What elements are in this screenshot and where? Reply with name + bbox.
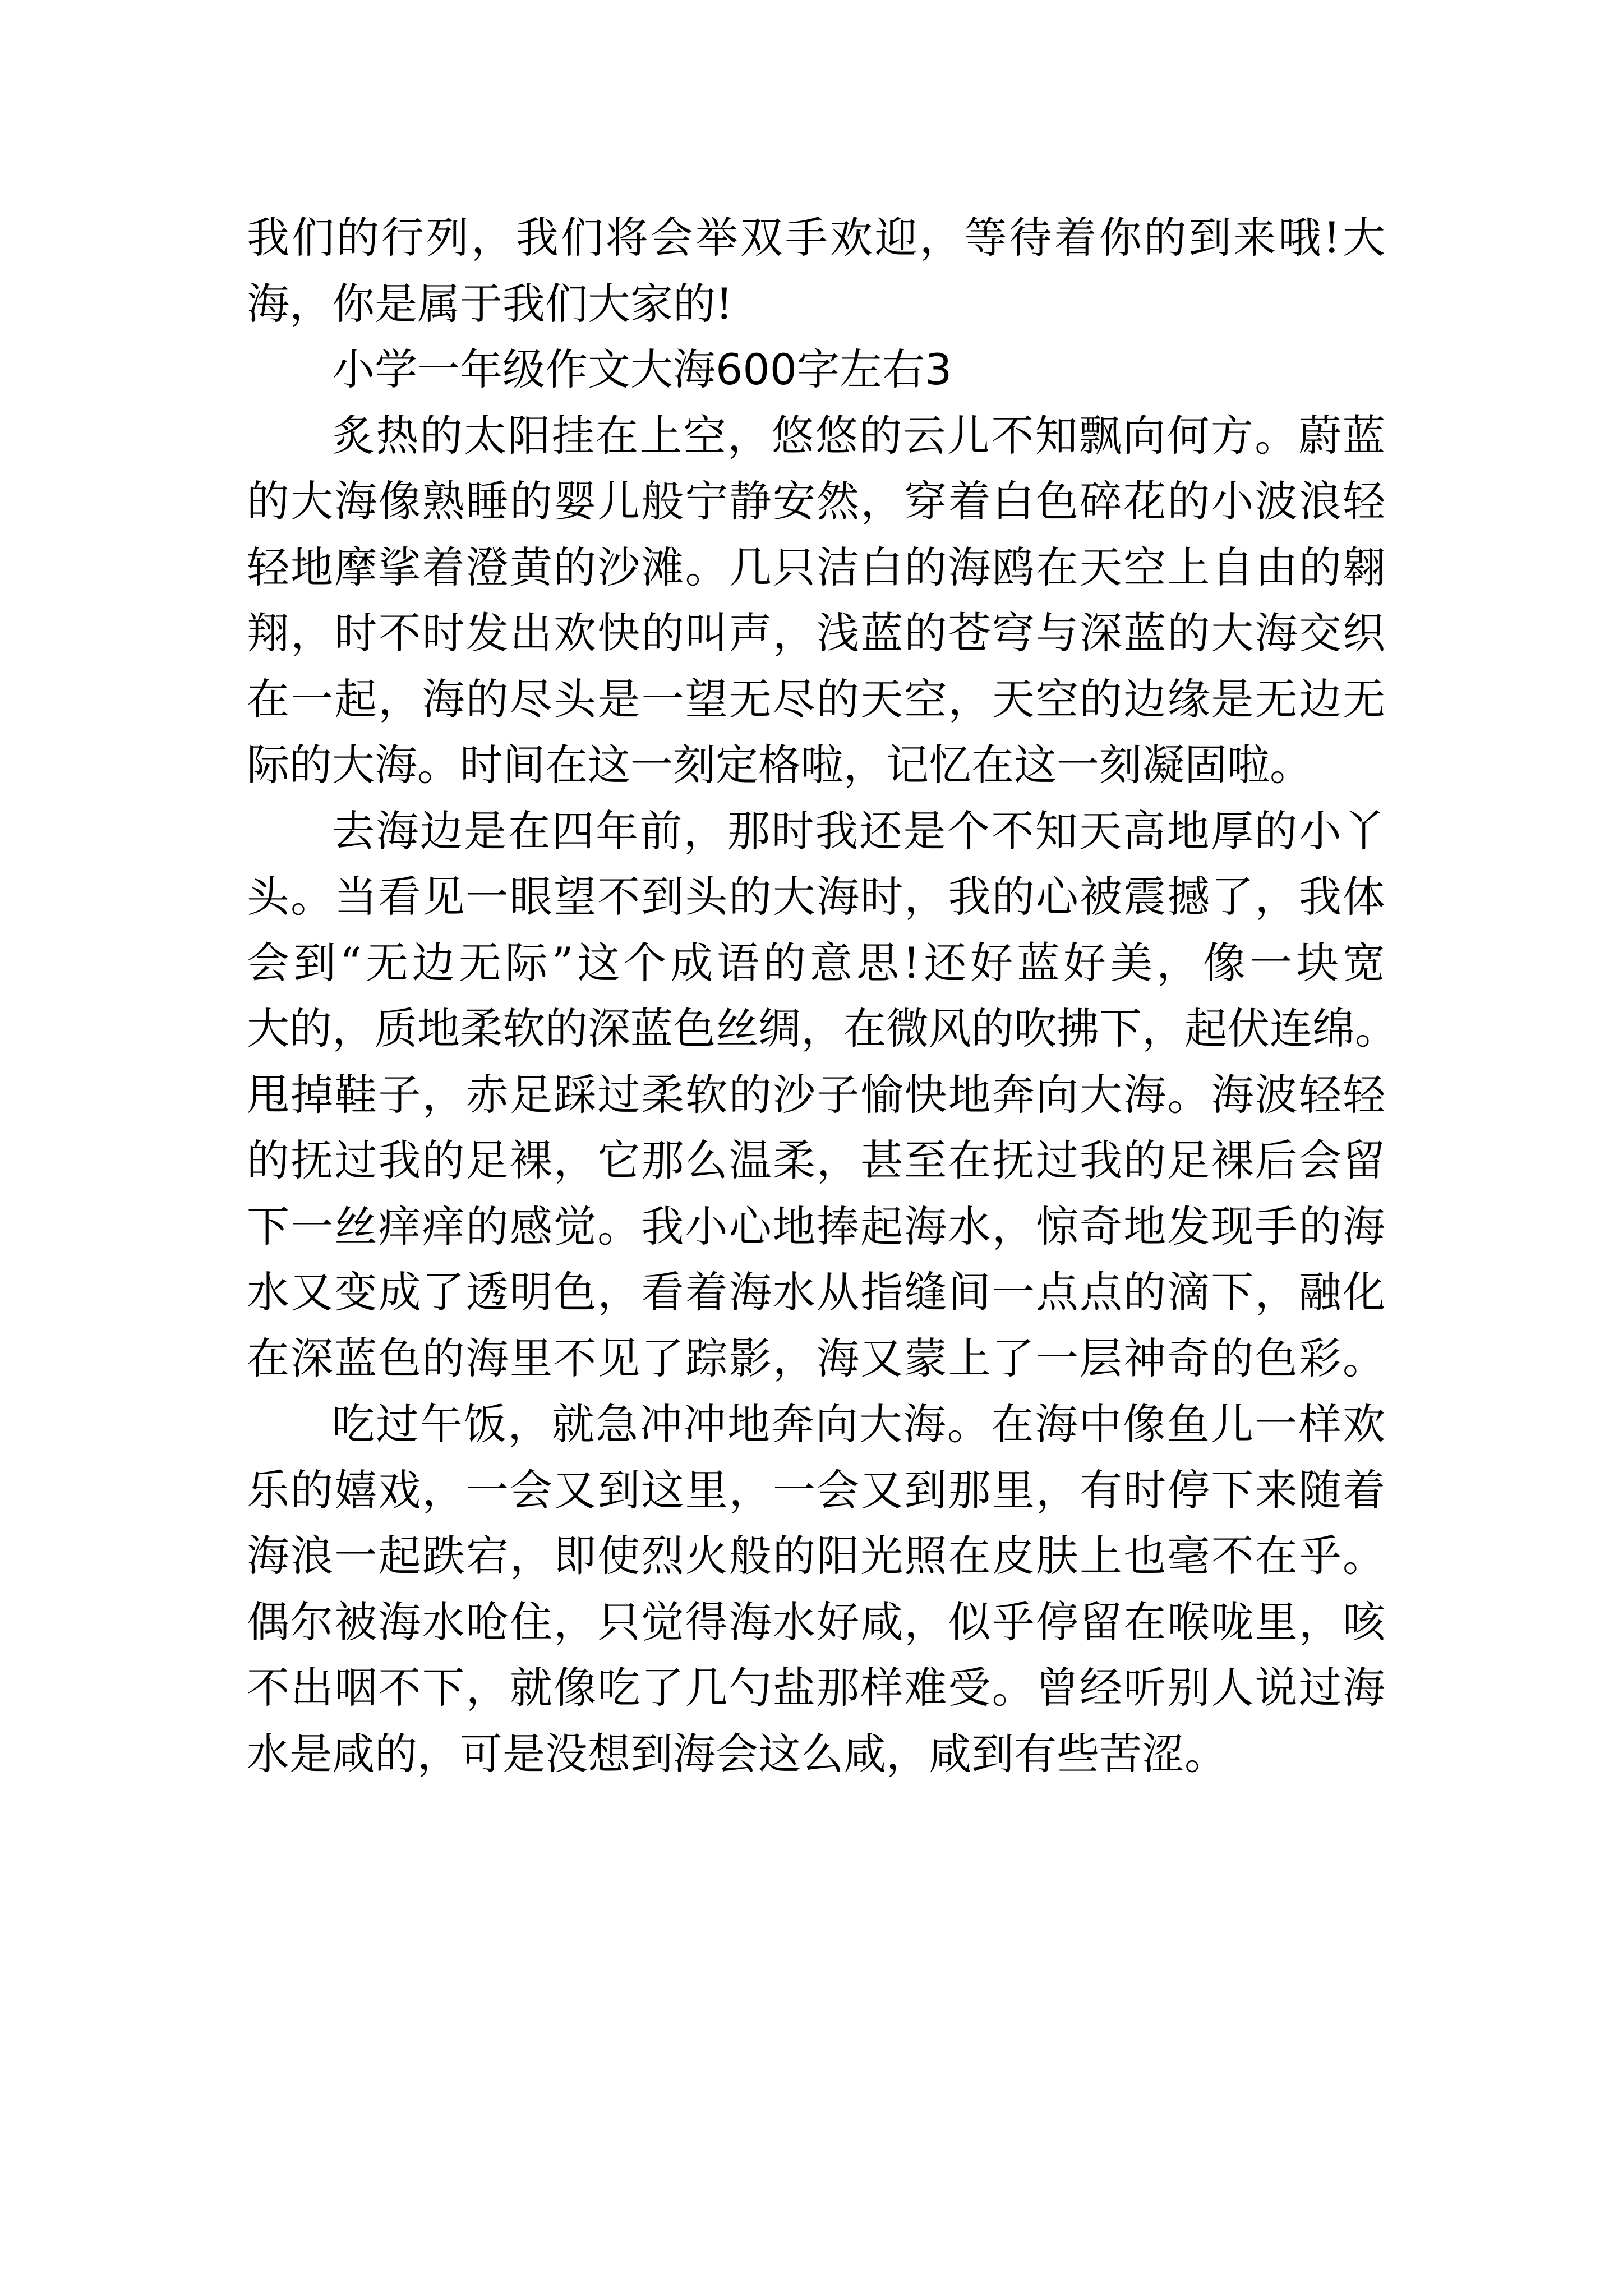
text-line: 乐的嬉戏，一会又到这里，一会又到那里，有时停下来随着: [247, 1465, 1385, 1515]
text-line: 际的大海。时间在这一刻定格啦，记忆在这一刻凝固啦。: [247, 740, 1312, 790]
text-line: 在深蓝色的海里不见了踪影，海又蒙上了一层神奇的色彩。: [247, 1333, 1385, 1383]
document-body: [247, 205, 1398, 1787]
text-line: 海浪一起跌宕，即使烈火般的阳光照在皮肤上也毫不在乎。: [247, 1531, 1385, 1581]
text-line: 水是咸的，可是没想到海会这么咸，咸到有些苦涩。: [247, 1728, 1227, 1779]
text-line: 轻地摩挲着澄黄的沙滩。几只洁白的海鸥在天空上自由的翱: [247, 542, 1385, 592]
paragraph-1: [247, 403, 1385, 798]
text-line: 下一丝痒痒的感觉。我小心地捧起海水，惊奇地发现手的海: [247, 1201, 1385, 1251]
text-line: 吃过午饭，就急冲冲地奔向大海。在海中像鱼儿一样欢: [332, 1399, 1385, 1449]
text-line: 翔，时不时发出欢快的叫声，浅蓝的苍穹与深蓝的大海交织: [247, 608, 1385, 658]
text-line: 水又变成了透明色，看着海水从指缝间一点点的滴下，融化: [247, 1267, 1385, 1317]
text-line: 大的，质地柔软的深蓝色丝绸，在微风的吹拂下，起伏连绵。: [247, 1004, 1398, 1053]
continuation-paragraph: [247, 205, 1385, 337]
text-line: 的大海像熟睡的婴儿般宁静安然，穿着白色碎花的小波浪轻: [247, 476, 1385, 526]
text-line: 偶尔被海水呛住，只觉得海水好咸，似乎停留在喉咙里，咳: [247, 1596, 1385, 1647]
text-line: 会到“无边无际”这个成语的意思!还好蓝好美，像一块宽: [247, 937, 1385, 988]
text-line: 我们的行列，我们将会举双手欢迎，等待着你的到来哦!大: [247, 213, 1385, 263]
text-line: 头。当看见一眼望不到头的大海时，我的心被震撼了，我体: [247, 872, 1385, 922]
text-line: 的抚过我的足裸，它那么温柔，甚至在抚过我的足裸后会留: [247, 1135, 1385, 1185]
text-line: 在一起，海的尽头是一望无尽的天空，天空的边缘是无边无: [247, 674, 1385, 724]
text-line: 甩掉鞋子，赤足踩过柔软的沙子愉快地奔向大海。海波轻轻: [247, 1069, 1385, 1120]
text-line: 去海边是在四年前，那时我还是个不知天高地厚的小丫: [332, 806, 1385, 856]
text-line: 不出咽不下，就像吃了几勺盐那样难受。曾经听别人说过海: [247, 1663, 1385, 1713]
paragraph-3: [247, 1391, 1385, 1787]
essay-heading: 小学一年级作文大海600字左右3: [332, 344, 952, 394]
paragraph-2: [247, 798, 1398, 1392]
text-line: 海，你是属于我们大家的!: [247, 278, 733, 329]
text-line: 炙热的太阳挂在上空，悠悠的云儿不知飘向何方。蔚蓝: [332, 410, 1385, 461]
